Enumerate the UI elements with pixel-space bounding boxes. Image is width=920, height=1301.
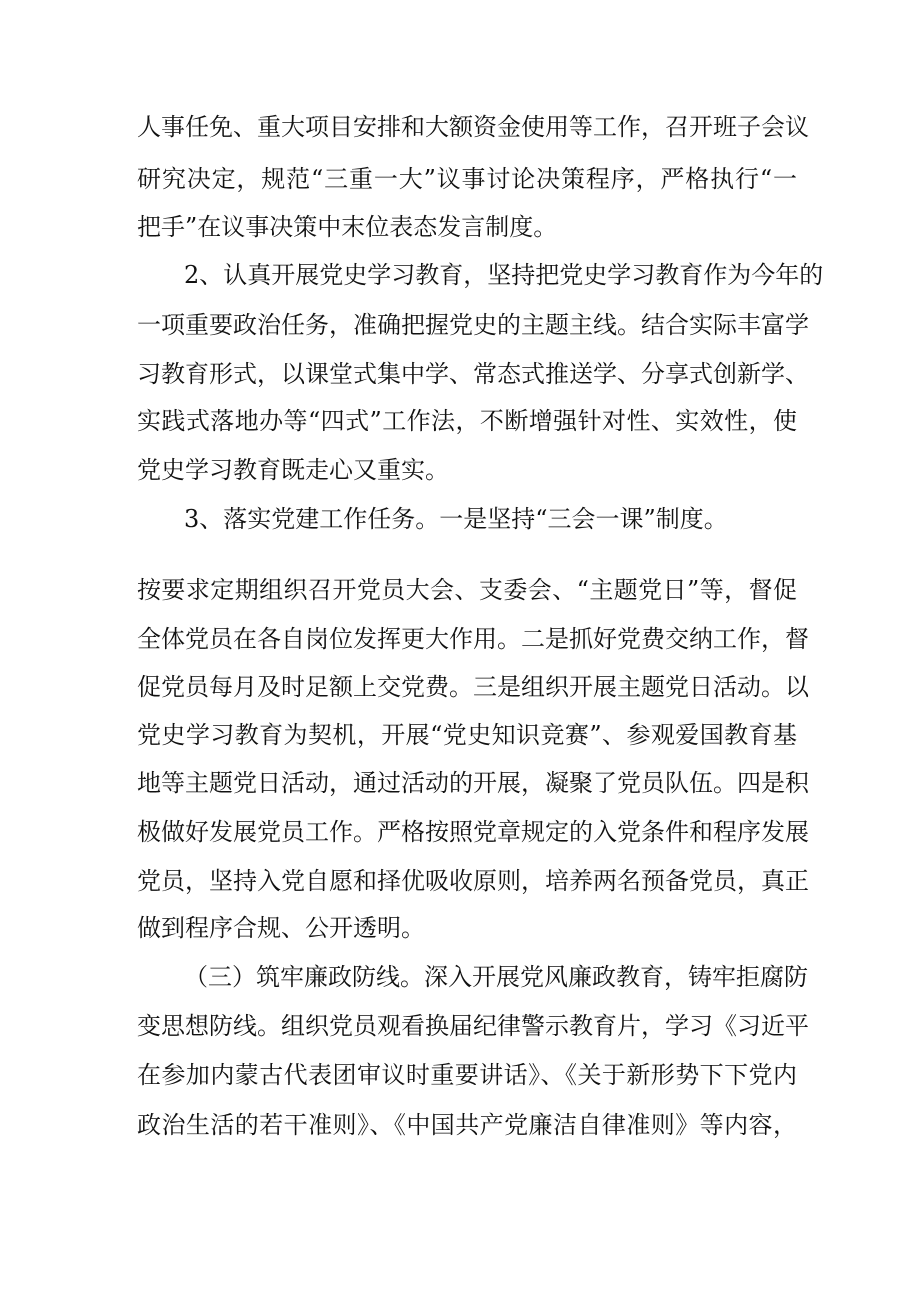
- text-line: 做到程序合规、公开透明。: [137, 914, 425, 942]
- text-line: 人事任免、重大项目安排和大额资金使用等工作，召开班子会议: [137, 113, 809, 141]
- text-line: 把手”在议事决策中末位表态发言制度。: [137, 213, 558, 241]
- text-line: 研究决定，规范“三重一大”议事讨论决策程序，严格执行“一: [137, 165, 797, 193]
- text-line: 习教育形式，以课堂式集中学、常态式推送学、分享式创新学、: [137, 360, 809, 388]
- text-line: 极做好发展党员工作。严格按照党章规定的入党条件和程序发展: [137, 818, 809, 846]
- text-line: 实践式落地办等“四式”工作法，不断增强针对性、实效性，使: [137, 407, 797, 435]
- text-line: 按要求定期组织召开党员大会、支委会、“主题党日”等，督促: [137, 576, 797, 604]
- text-line: 党史学习教育为契机，开展“党史知识竞赛”、参观爱国教育基: [137, 721, 797, 749]
- text-line: 2、认真开展党史学习教育，坚持把党史学习教育作为今年的: [184, 261, 824, 289]
- text-line: 一项重要政治任务，准确把握党史的主题主线。结合实际丰富学: [137, 311, 809, 339]
- text-line: 促党员每月及时足额上交党费。三是组织开展主题党日活动。以: [137, 673, 809, 701]
- text-line: 3、落实党建工作任务。一是坚持“三会一课”制度。: [184, 505, 728, 533]
- text-line: 全体党员在各自岗位发挥更大作用。二是抓好党费交纳工作，督: [137, 625, 809, 653]
- text-line: （三）筑牢廉政防线。深入开展党风廉政教育，铸牢拒腐防: [184, 963, 808, 991]
- text-line: 在参加内蒙古代表团审议时重要讲话》、《关于新形势下下党内: [137, 1061, 797, 1089]
- text-line: 党史学习教育既走心又重实。: [137, 456, 449, 484]
- text-line: 变思想防线。组织党员观看换届纪律警示教育片，学习《习近平: [137, 1012, 809, 1040]
- text-line: 地等主题党日活动，通过活动的开展，凝聚了党员队伍。四是积: [137, 769, 809, 797]
- text-line: 政治生活的若干准则》、《中国共产党廉洁自律准则》等内容，: [137, 1111, 797, 1139]
- text-line: 党员，坚持入党自愿和择优吸收原则，培养两名预备党员，真正: [137, 867, 809, 895]
